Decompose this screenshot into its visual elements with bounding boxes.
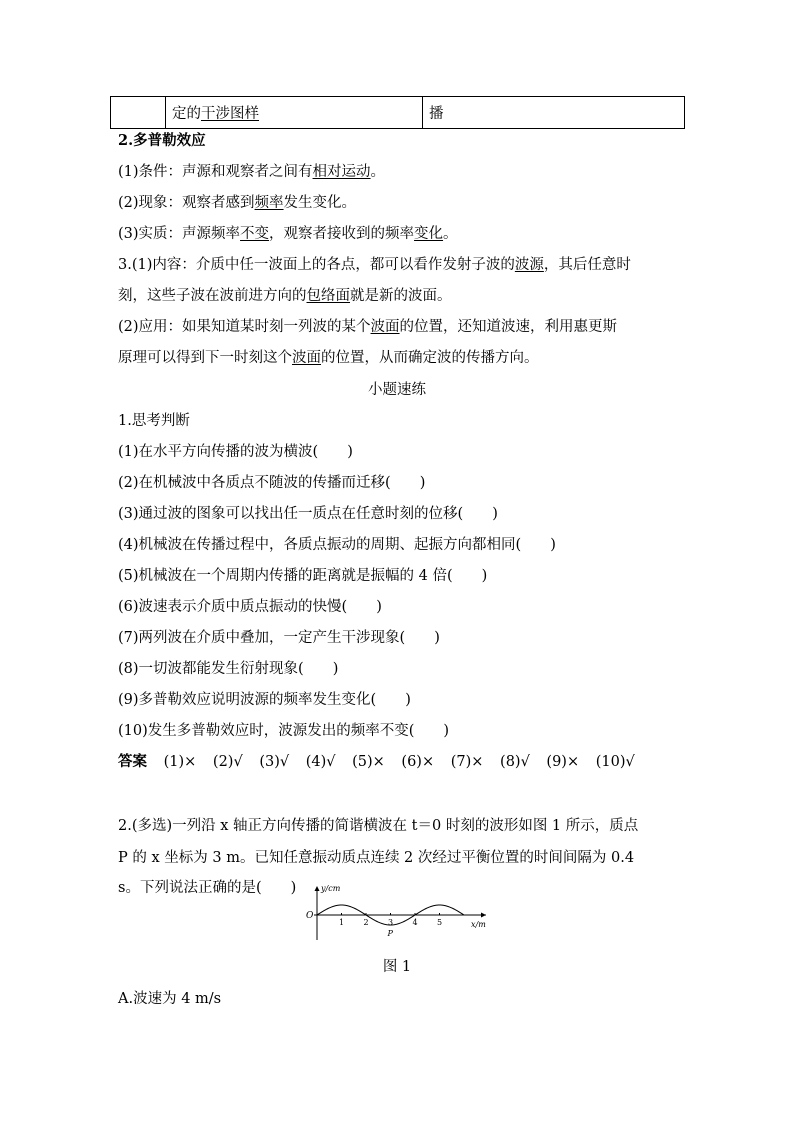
q1-item: (3)通过波的图象可以找出任一质点在任意时刻的位移( ) [118,506,498,522]
table-row [111,97,685,129]
continuation-table [110,96,685,129]
q1-item: (4)机械波在传播过程中，各质点振动的周期、起振方向都相同( ) [118,537,556,553]
q1-item: (8)一切波都能发生衍射现象( ) [118,661,339,677]
table-cell-interference: 定的干涉图样 [166,97,423,129]
y-axis-arrow [315,886,320,891]
wave-graph [300,882,500,944]
answer-item: (9)× [546,754,580,770]
huygens-application-line1: (2)应用：如果知道某时刻一列波的某个波面的位置，还知道波速，利用惠更斯 [118,319,618,335]
q1-item: (9)多普勒效应说明波源的频率发生变化( ) [118,692,411,708]
q2-stem-line2: P 的 x 坐标为 3 m。已知任意振动质点连续 2 次经过平衡位置的时间间隔为 0.4 [118,850,635,866]
answer-item: (10)√ [595,754,635,770]
answer-item: (4)√ [305,754,336,770]
x-axis-label: x/m [471,920,486,929]
answer-item: (2)√ [212,754,243,770]
figure-caption: 图 1 [382,959,412,975]
answer-item: (6)× [401,754,435,770]
doppler-condition: (1)条件：声源和观察者之间有相对运动。 [118,164,386,180]
q1-title: 1.思考判断 [118,413,190,429]
y-axis-label: y/cm [321,884,341,893]
x-tick-label: 3 [388,918,394,927]
q1-answers [118,752,647,772]
origin-label: O [306,911,314,921]
huygens-content-line2: 刻，这些子波在波前进方向的包络面就是新的波面。 [118,288,452,304]
answer-label: 答案 [118,753,147,770]
q2-stem-line1: 2.(多选)一列沿 x 轴正方向传播的简谐横波在 t＝0 时刻的波形如图 1 所示，质点 [118,818,639,834]
answer-item: (1)× [163,754,197,770]
x-axis-arrow [481,913,486,918]
doppler-phenomenon: (2)现象：观察者感到频率发生变化。 [118,195,357,211]
practice-title: 小题速练 [368,382,426,398]
doppler-essence: (3)实质：声源频率不变，观察者接收到的频率变化。 [118,226,458,242]
q1-item: (2)在机械波中各质点不随波的传播而迁移( ) [118,475,426,491]
q1-item: (6)波速表示介质中质点振动的快慢( ) [118,599,382,615]
q1-item: (7)两列波在介质中叠加，一定产生干涉现象( ) [118,630,440,646]
x-tick-label: 4 [412,918,418,927]
point-p-label: P [387,929,393,938]
huygens-application-line2: 原理可以得到下一时刻这个波面的位置，从而确定波的传播方向。 [118,350,539,366]
table-cell-empty [111,97,166,129]
answer-item: (5)× [352,754,385,770]
huygens-content-line1: 3.(1)内容：介质中任一波面上的各点，都可以看作发射子波的波源，其后任意时 [118,257,631,273]
q2-stem-line3: s。下列说法正确的是( ) [118,880,297,896]
q1-item: (10)发生多普勒效应时，波源发出的频率不变( ) [118,723,450,739]
answer-item: (3)√ [259,754,290,770]
x-tick-label: 1 [339,918,345,927]
q1-item: (5)机械波在一个周期内传播的距离就是振幅的 4 倍( ) [118,568,488,584]
x-tick-label: 2 [363,918,369,927]
table-cell-propagation: 播 [423,97,685,129]
answer-item: (8)√ [500,754,530,770]
q1-item: (1)在水平方向传播的波为横波( ) [118,444,353,460]
section-doppler-title: 2.多普勒效应 [118,132,206,149]
option-a: A.波速为 4 m/s [118,991,222,1007]
x-tick-label: 5 [437,918,443,927]
answer-item: (7)× [450,754,484,770]
